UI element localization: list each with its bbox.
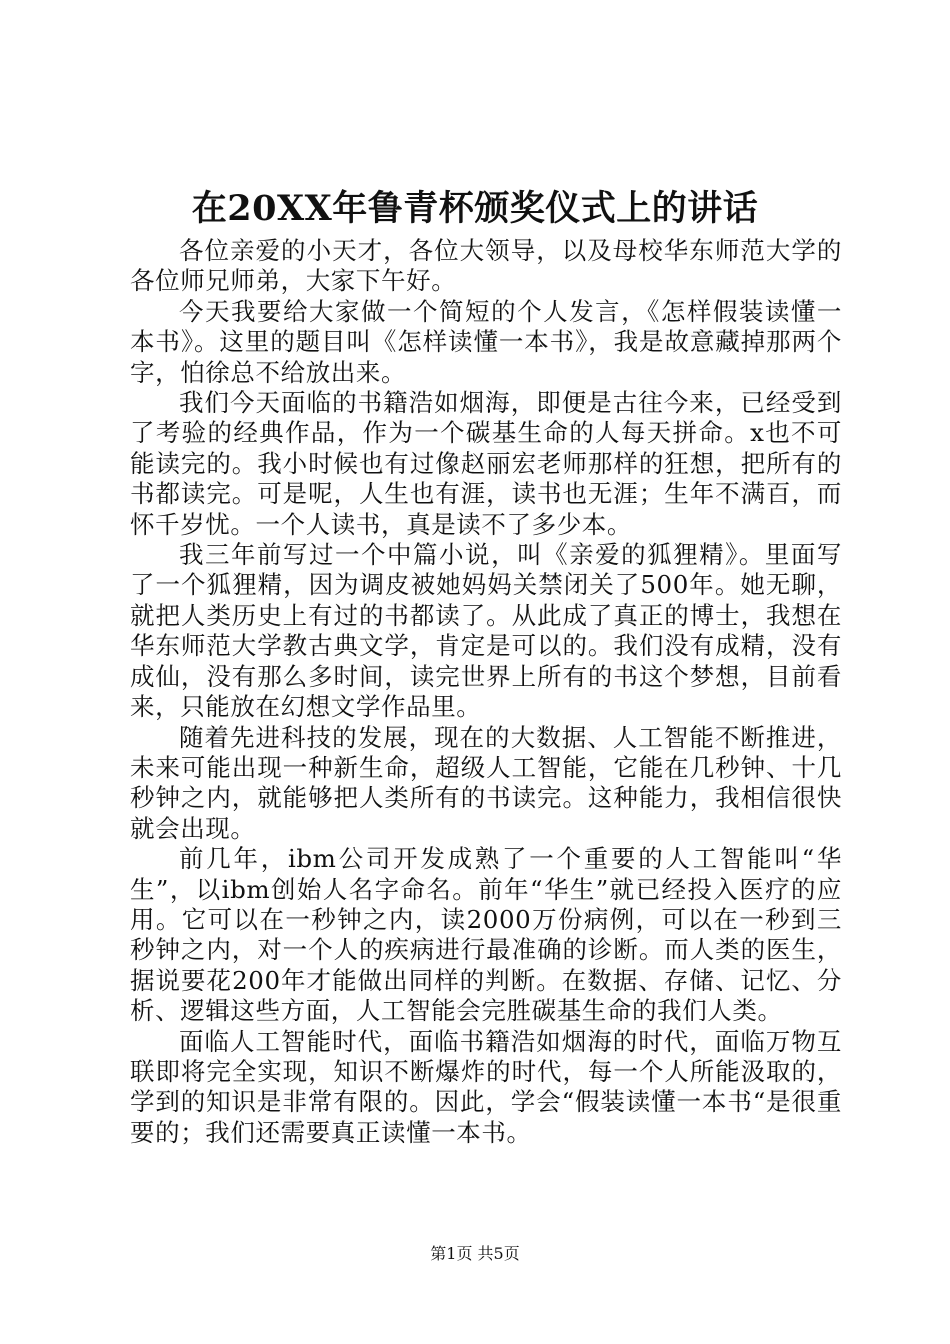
paragraph: 我们今天面临的书籍浩如烟海，即便是古往今来，已经受到了考验的经典作品，作为一个碳基生命的人每天拼命。x也不可能读完的。我小时候也有过像赵丽宏老师那样的狂想，把所有的书都读完。可是呢，人生也有涯，读书也无涯；生年不满百，而怀千岁忧。一个人读书，真是读不了多少本。: [130, 388, 842, 539]
paragraph: 前几年，ibm公司开发成熟了一个重要的人工智能叫“华生”，以ibm创始人名字命名。前年“华生”就已经投入医疗的应用。它可以在一秒钟之内，读2000万份病例，可以在一秒到三秒钟之内，对一个人的疾病进行最准确的诊断。而人类的医生，据说要花200年才能做出同样的判断。在数据、存储、记忆、分析、逻辑这些方面，人工智能会完胜碳基生命的我们人类。: [130, 844, 842, 1026]
paragraph: 随着先进科技的发展，现在的大数据、人工智能不断推进，未来可能出现一种新生命，超级人工智能，它能在几秒钟、十几秒钟之内，就能够把人类所有的书读完。这种能力，我相信很快就会出现。: [130, 722, 842, 843]
paragraph: 各位亲爱的小天才，各位大领导，以及母校华东师范大学的各位师兄师弟，大家下午好。: [130, 236, 842, 296]
page-footer: 第1页 共5页: [430, 1244, 520, 1263]
document-body: [130, 236, 842, 1148]
paragraph: 我三年前写过一个中篇小说，叫《亲爱的狐狸精》。里面写了一个狐狸精，因为调皮被她妈妈关禁闭关了500年。她无聊，就把人类历史上有过的书都读了。从此成了真正的博士，我想在华东师范大学教古典文学，肯定是可以的。我们没有成精，没有成仙，没有那么多时间，读完世界上所有的书这个梦想，目前看来，只能放在幻想文学作品里。: [130, 540, 842, 722]
document-title: 在20XX年鲁青杯颁奖仪式上的讲话: [191, 188, 759, 229]
paragraph: 面临人工智能时代，面临书籍浩如烟海的时代，面临万物互联即将完全实现，知识不断爆炸的时代，每一个人所能汲取的，学到的知识是非常有限的。因此，学会“假装读懂一本书“是很重要的；我们还需要真正读懂一本书。: [130, 1026, 842, 1147]
paragraph: 今天我要给大家做一个简短的个人发言，《怎样假装读懂一本书》。这里的题目叫《怎样读懂一本书》，我是故意藏掉那两个字，怕徐总不给放出来。: [130, 296, 842, 387]
